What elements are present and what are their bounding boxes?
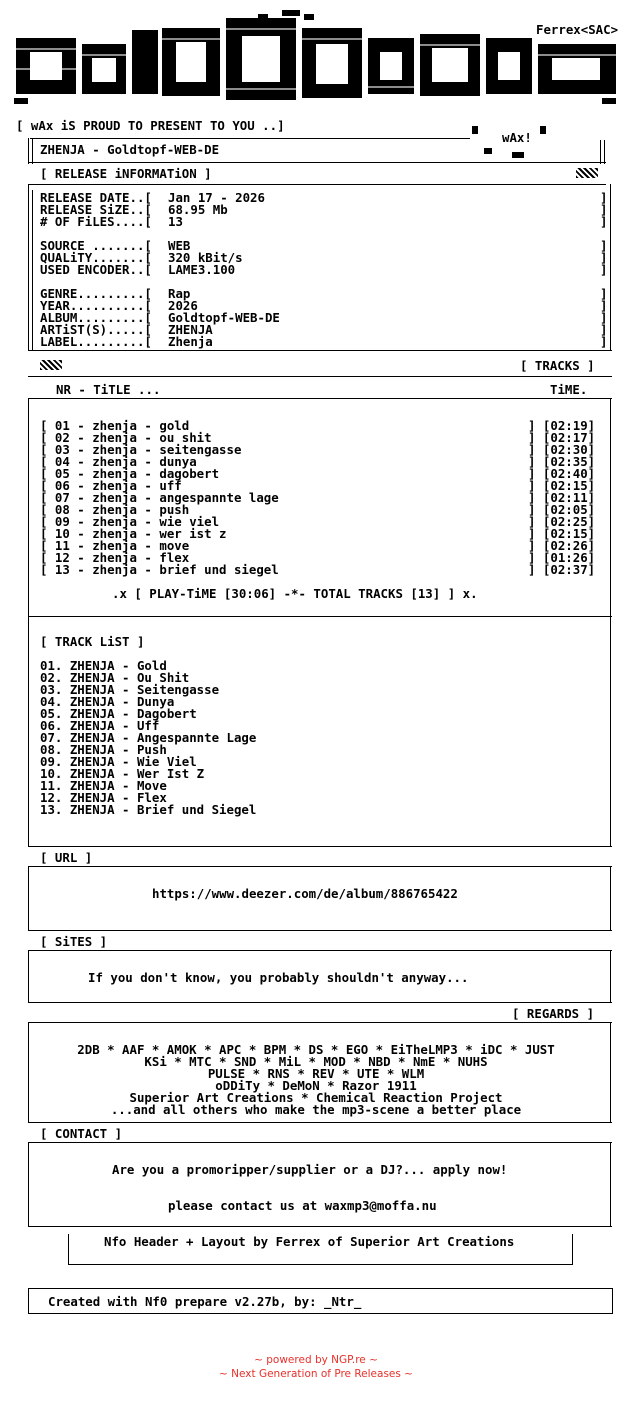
tracks-col-title: NR - TiTLE ... bbox=[56, 382, 161, 397]
tracklist-item: 11. ZHENJA - Move bbox=[40, 778, 167, 793]
regards-line: PULSE * RNS * REV * UTE * WLM bbox=[207, 1066, 425, 1081]
field-value: ZHENJA bbox=[168, 322, 213, 337]
track-time: ] [01:26] bbox=[528, 550, 596, 565]
sites-text: If you don't know, you probably shouldn't anyway... bbox=[88, 970, 469, 985]
release-url-link[interactable]: https://www.deezer.com/de/album/886765422 bbox=[152, 886, 458, 901]
release-info-label: [ RELEASE iNFORMATiON ] bbox=[40, 166, 212, 181]
tracklist-item: 05. ZHENJA - Dagobert bbox=[40, 706, 197, 721]
logo-tail-block bbox=[484, 148, 492, 154]
field-label: QUALiTY.......[ bbox=[40, 250, 152, 265]
tracks-col-time: TiME. bbox=[550, 382, 588, 397]
tracklist-item: 01. ZHENJA - Gold bbox=[40, 658, 167, 673]
field-label: GENRE.........[ bbox=[40, 286, 152, 301]
section-hatch bbox=[40, 360, 62, 370]
tracklist-item: 03. ZHENJA - Seitengasse bbox=[40, 682, 220, 697]
field-value: 2026 bbox=[168, 298, 198, 313]
created-with: Created with Nf0 prepare v2.27b, by: _Ntr_ bbox=[48, 1294, 362, 1309]
field-value: 68.95 Mb bbox=[168, 202, 228, 217]
field-value: Rap bbox=[168, 286, 191, 301]
field-value: Goldtopf-WEB-DE bbox=[168, 310, 280, 325]
regards-line: ...and all others who make the mp3-scene a better place bbox=[110, 1102, 522, 1117]
field-value: LAME3.100 bbox=[168, 262, 236, 277]
track-row: [ 09 - zhenja - wie viel bbox=[40, 514, 220, 529]
logo-tail-block bbox=[472, 126, 478, 134]
regards-line: Superior Art Creations * Chemical Reaction Project bbox=[129, 1090, 503, 1105]
field-label: # OF FiLES....[ bbox=[40, 214, 152, 229]
track-time: ] [02:19] bbox=[528, 418, 596, 433]
track-row: [ 07 - zhenja - angespannte lage bbox=[40, 490, 279, 505]
track-time: ] [02:15] bbox=[528, 526, 596, 541]
tracklist-item: 07. ZHENJA - Angespannte Lage bbox=[40, 730, 257, 745]
track-row: [ 02 - zhenja - ou shit bbox=[40, 430, 212, 445]
track-row: [ 08 - zhenja - push bbox=[40, 502, 190, 517]
logo-tail-block bbox=[540, 126, 546, 134]
layout-credit: Nfo Header + Layout by Ferrex of Superior Art Creations bbox=[104, 1234, 515, 1249]
field-label: YEAR..........[ bbox=[40, 298, 152, 313]
tracklist-label: [ TRACK LiST ] bbox=[40, 634, 145, 649]
regards-line: oDDiTy * DeMoN * Razor 1911 bbox=[215, 1078, 417, 1093]
tracklist-item: 12. ZHENJA - Flex bbox=[40, 790, 167, 805]
tracklist-item: 13. ZHENJA - Brief und Siegel bbox=[40, 802, 257, 817]
tracklist-item: 09. ZHENJA - Wie Viel bbox=[40, 754, 197, 769]
track-time: ] [02:25] bbox=[528, 514, 596, 529]
track-row: [ 01 - zhenja - gold bbox=[40, 418, 190, 433]
field-value: Zhenja bbox=[168, 334, 213, 349]
regards-line: 2DB * AAF * AMOK * APC * BPM * DS * EGO * EiTheLMP3 * iDC * JUST bbox=[77, 1042, 555, 1057]
track-row: [ 04 - zhenja - dunya bbox=[40, 454, 197, 469]
tracks-total: .x [ PLAY-TiME [30:06] -*- TOTAL TRACKS [13] ] x. bbox=[112, 586, 478, 601]
contact-apply-line: Are you a promoripper/supplier or a DJ?... apply now! bbox=[112, 1162, 508, 1177]
track-row: [ 03 - zhenja - seitengasse bbox=[40, 442, 242, 457]
track-time: ] [02:37] bbox=[528, 562, 596, 577]
track-time: ] [02:15] bbox=[528, 478, 596, 493]
track-row: [ 13 - zhenja - brief und siegel bbox=[40, 562, 279, 577]
track-row: [ 12 - zhenja - flex bbox=[40, 550, 190, 565]
field-label: ALBUM.........[ bbox=[40, 310, 152, 325]
wax-ascii-logo bbox=[12, 8, 624, 112]
tracklist-item: 06. ZHENJA - Uff bbox=[40, 718, 160, 733]
regards-label: [ REGARDS ] bbox=[512, 1006, 595, 1021]
tracklist-item: 02. ZHENJA - Ou Shit bbox=[40, 670, 190, 685]
tracklist-item: 08. ZHENJA - Push bbox=[40, 742, 167, 757]
track-row: [ 06 - zhenja - uff bbox=[40, 478, 182, 493]
tracklist-item: 04. ZHENJA - Dunya bbox=[40, 694, 175, 709]
tracklist-item: 10. ZHENJA - Wer Ist Z bbox=[40, 766, 205, 781]
track-row: [ 10 - zhenja - wer ist z bbox=[40, 526, 227, 541]
track-time: ] [02:17] bbox=[528, 430, 596, 445]
track-row: [ 11 - zhenja - move bbox=[40, 538, 190, 553]
logo-tail-block bbox=[512, 152, 524, 158]
field-label: SOURCE .......[ bbox=[40, 238, 152, 253]
track-time: ] [02:35] bbox=[528, 454, 596, 469]
contact-label: [ CONTACT ] bbox=[40, 1126, 123, 1141]
field-label: LABEL.........[ bbox=[40, 334, 152, 349]
track-time: ] [02:05] bbox=[528, 502, 596, 517]
track-time: ] [02:40] bbox=[528, 466, 596, 481]
field-label: RELEASE DATE..[ bbox=[40, 190, 152, 205]
track-time: ] [02:11] bbox=[528, 490, 596, 505]
release-title: ZHENJA - Goldtopf-WEB-DE bbox=[40, 142, 220, 157]
track-time: ] [02:26] bbox=[528, 538, 596, 553]
field-value: Jan 17 - 2026 bbox=[168, 190, 265, 205]
field-label: RELEASE SiZE..[ bbox=[40, 202, 152, 217]
track-row: [ 05 - zhenja - dagobert bbox=[40, 466, 220, 481]
proud-line: [ wAx iS PROUD TO PRESENT TO YOU ..] bbox=[16, 118, 285, 133]
track-time: ] [02:30] bbox=[528, 442, 596, 457]
sites-label: [ SiTES ] bbox=[40, 934, 108, 949]
url-label: [ URL ] bbox=[40, 850, 93, 865]
contact-email-line: please contact us at waxmp3@moffa.nu bbox=[168, 1198, 437, 1213]
tracks-label: [ TRACKS ] bbox=[520, 358, 595, 373]
field-label: ARTiST(S).....[ bbox=[40, 322, 152, 337]
powered-by: ~ powered by NGP.re ~ bbox=[254, 1354, 378, 1366]
field-value: WEB bbox=[168, 238, 191, 253]
header-credit: Ferrex<SAC> bbox=[536, 22, 619, 37]
field-label: USED ENCODER..[ bbox=[40, 262, 152, 277]
field-value: 13 bbox=[168, 214, 183, 229]
section-hatch bbox=[576, 168, 598, 178]
field-value: 320 kBit/s bbox=[168, 250, 243, 265]
regards-line: KSi * MTC * SND * MiL * MOD * NBD * NmE * NUHS bbox=[144, 1054, 488, 1069]
footer-tagline: ~ Next Generation of Pre Releases ~ bbox=[219, 1368, 413, 1380]
group-tag: wAx! bbox=[502, 130, 532, 145]
